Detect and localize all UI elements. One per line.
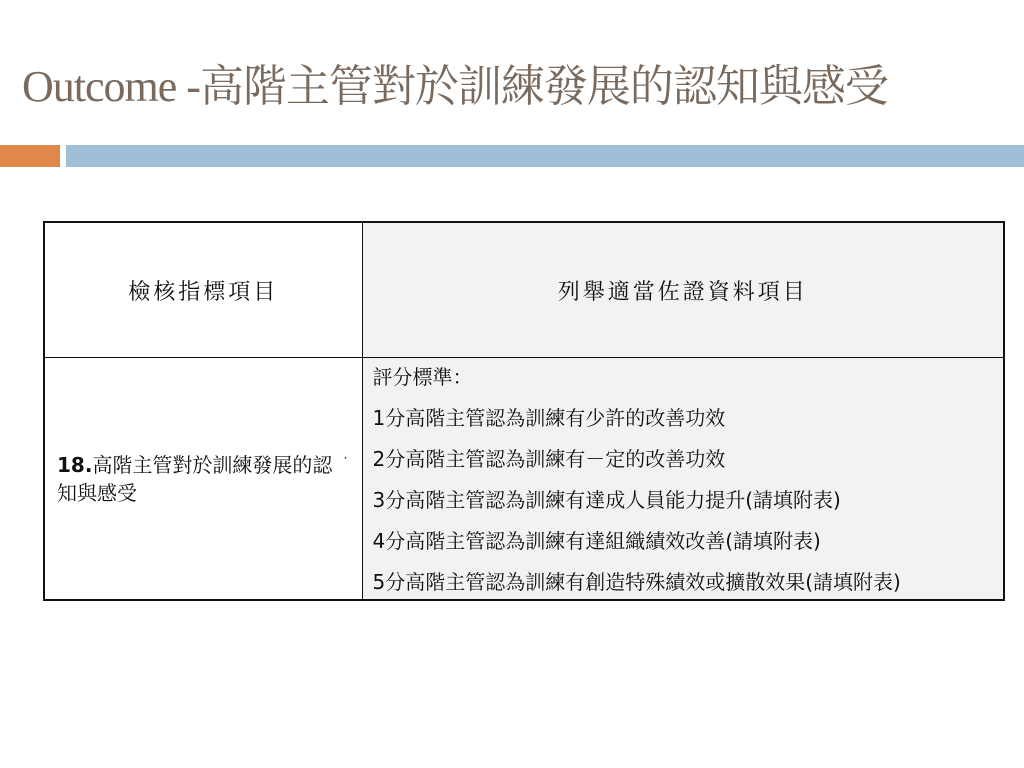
header-bar [66, 145, 1024, 167]
criteria-item: 5分高階主管認為訓練有創造特殊績效或擴散效果(請填附表) [372, 570, 901, 594]
slide-title [22, 50, 888, 114]
title-prefix: Outcome - [22, 62, 200, 111]
indicator-mark: · [343, 451, 348, 465]
header-evidence: 列舉適當佐證資料項目 [362, 222, 1004, 358]
indicator-number: 18. [57, 452, 93, 477]
criteria-item: 3分高階主管認為訓練有達成人員能力提升(請填附表) [372, 488, 841, 512]
criteria-item: 4分高階主管認為訓練有達組織績效改善(請填附表) [372, 529, 821, 553]
header-indicator: 檢核指標項目 [44, 222, 362, 358]
accent-bar [0, 145, 60, 167]
criteria-table [43, 221, 1005, 601]
table-header-row [44, 222, 1004, 358]
title-main: 高階主管對於訓練發展的認知與感受 [199, 61, 888, 112]
criteria-heading: 評分標準： [372, 365, 473, 389]
criteria-item: 1分高階主管認為訓練有少許的改善功效 [372, 406, 726, 430]
indicator-cell [44, 358, 362, 601]
criteria-item: 2分高階主管認為訓練有－定的改善功效 [372, 447, 726, 471]
criteria-cell [362, 358, 1004, 601]
table-row [44, 358, 1004, 601]
indicator-text: 高階主管對於訓練發展的認知與感受 [57, 452, 333, 505]
